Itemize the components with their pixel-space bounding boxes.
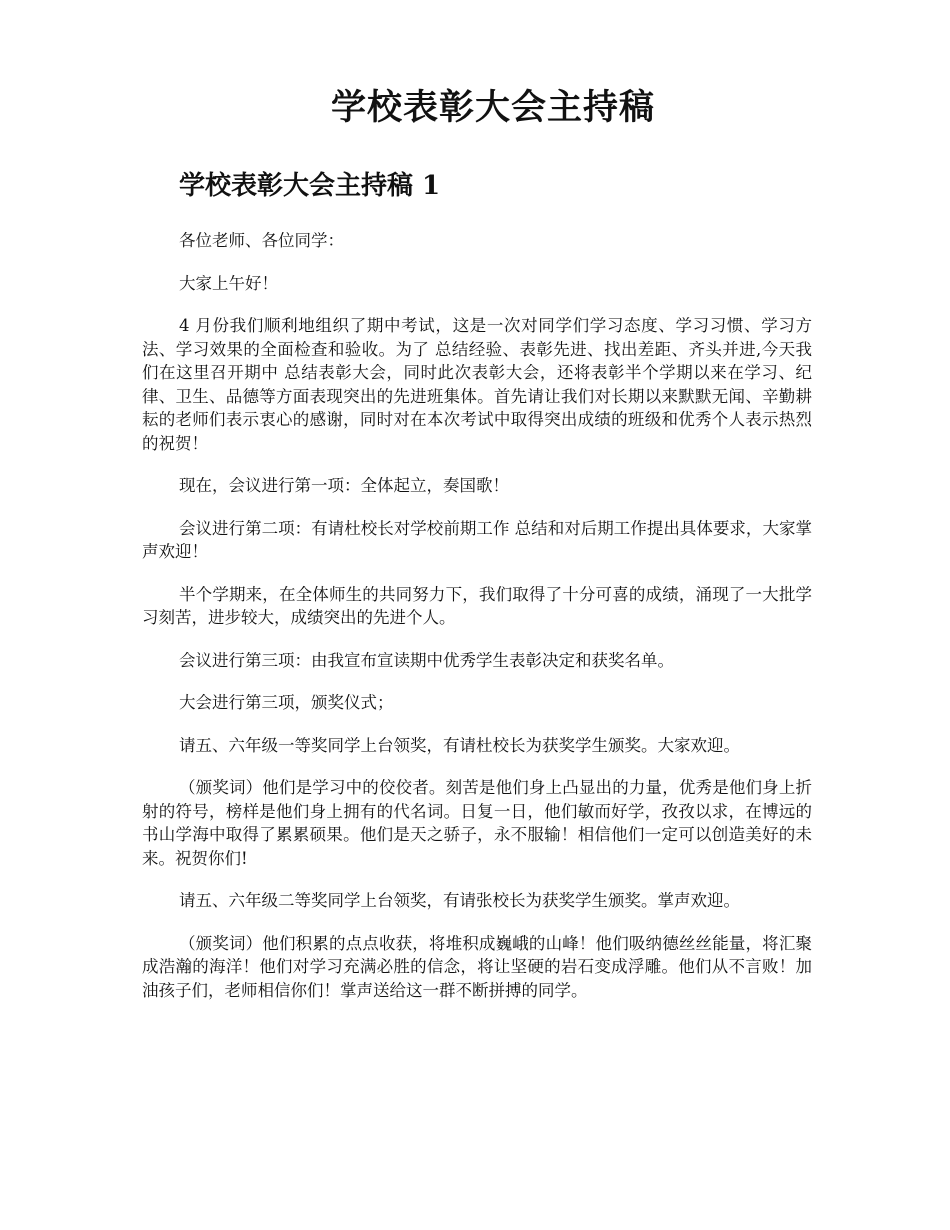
- agenda-item-1-paragraph: 现在，会议进行第一项：全体起立，奏国歌！: [179, 476, 509, 495]
- section-title: 学校表彰大会主持稿 1: [179, 171, 441, 201]
- first-prize-call-paragraph: 请五、六年级一等奖同学上台领奖，有请杜校长为获奖学生颁奖。大家欢迎。: [179, 735, 740, 755]
- second-prize-call-paragraph: 请五、六年级二等奖同学上台领奖，有请张校长为获奖学生颁奖。掌声欢迎。: [179, 891, 740, 910]
- second-prize-citation-paragraph: （颁奖词）他们积累的点点收获，将堆积成巍峨的山峰！他们吸纳德丝丝能量，将汇聚成浩瀚的海洋！他们对学习充满必胜的信念，将让坚硬的岩石变成浮雕。他们从不言败！加油孩子们，老师相信你们！掌声送给这一群不断拼搏的同学。: [142, 933, 812, 1000]
- intro-paragraph: 4 月份我们顺利地组织了期中考试，这是一次对同学们学习态度、学习习惯、学习方法、学习效果的全面检查和验收。为了 总结经验、表彰先进、找出差距、齐头并进,今天我们在这里召开期中 总结表彰大会，同时此次表彰大会，还将表彰半个学期以来在学习、纪律、卫生、品德等方面表现突出的先进班集体。首先请让我们对长期以来默默无闻、辛勤耕耘的老师们表示衷心的感谢，同时对在本次考试中取得突出成绩的班级和优秀个人表示热烈的祝贺！: [142, 316, 812, 453]
- first-prize-citation-paragraph: （颁奖词）他们是学习中的佼佼者。刻苦是他们身上凸显出的力量，优秀是他们身上折射的符号，榜样是他们身上拥有的代名词。日复一日，他们敏而好学，孜孜以求，在博远的书山学海中取得了累累硕果。他们是天之骄子，永不服输！相信他们一定可以创造美好的未来。祝贺你们!: [142, 778, 812, 868]
- award-ceremony-paragraph: 大会进行第三项，颁奖仪式；: [179, 693, 394, 712]
- agenda-item-2-paragraph: 会议进行第二项：有请杜校长对学校前期工作 总结和对后期工作提出具体要求，大家掌声欢迎！: [142, 518, 812, 561]
- achievement-paragraph: 半个学期来，在全体师生的共同努力下，我们取得了十分可喜的成绩，涌现了一大批学习刻苦，进步较大，成绩突出的先进个人。: [142, 584, 812, 627]
- agenda-item-3-paragraph: 会议进行第三项：由我宣布宣读期中优秀学生表彰决定和获奖名单。: [179, 650, 674, 670]
- greeting-paragraph: 各位老师、各位同学：: [179, 231, 344, 250]
- document-body: [142, 229, 812, 1021]
- salutation-paragraph: 大家上午好！: [179, 273, 278, 293]
- document-title: 学校表彰大会主持稿: [330, 87, 655, 128]
